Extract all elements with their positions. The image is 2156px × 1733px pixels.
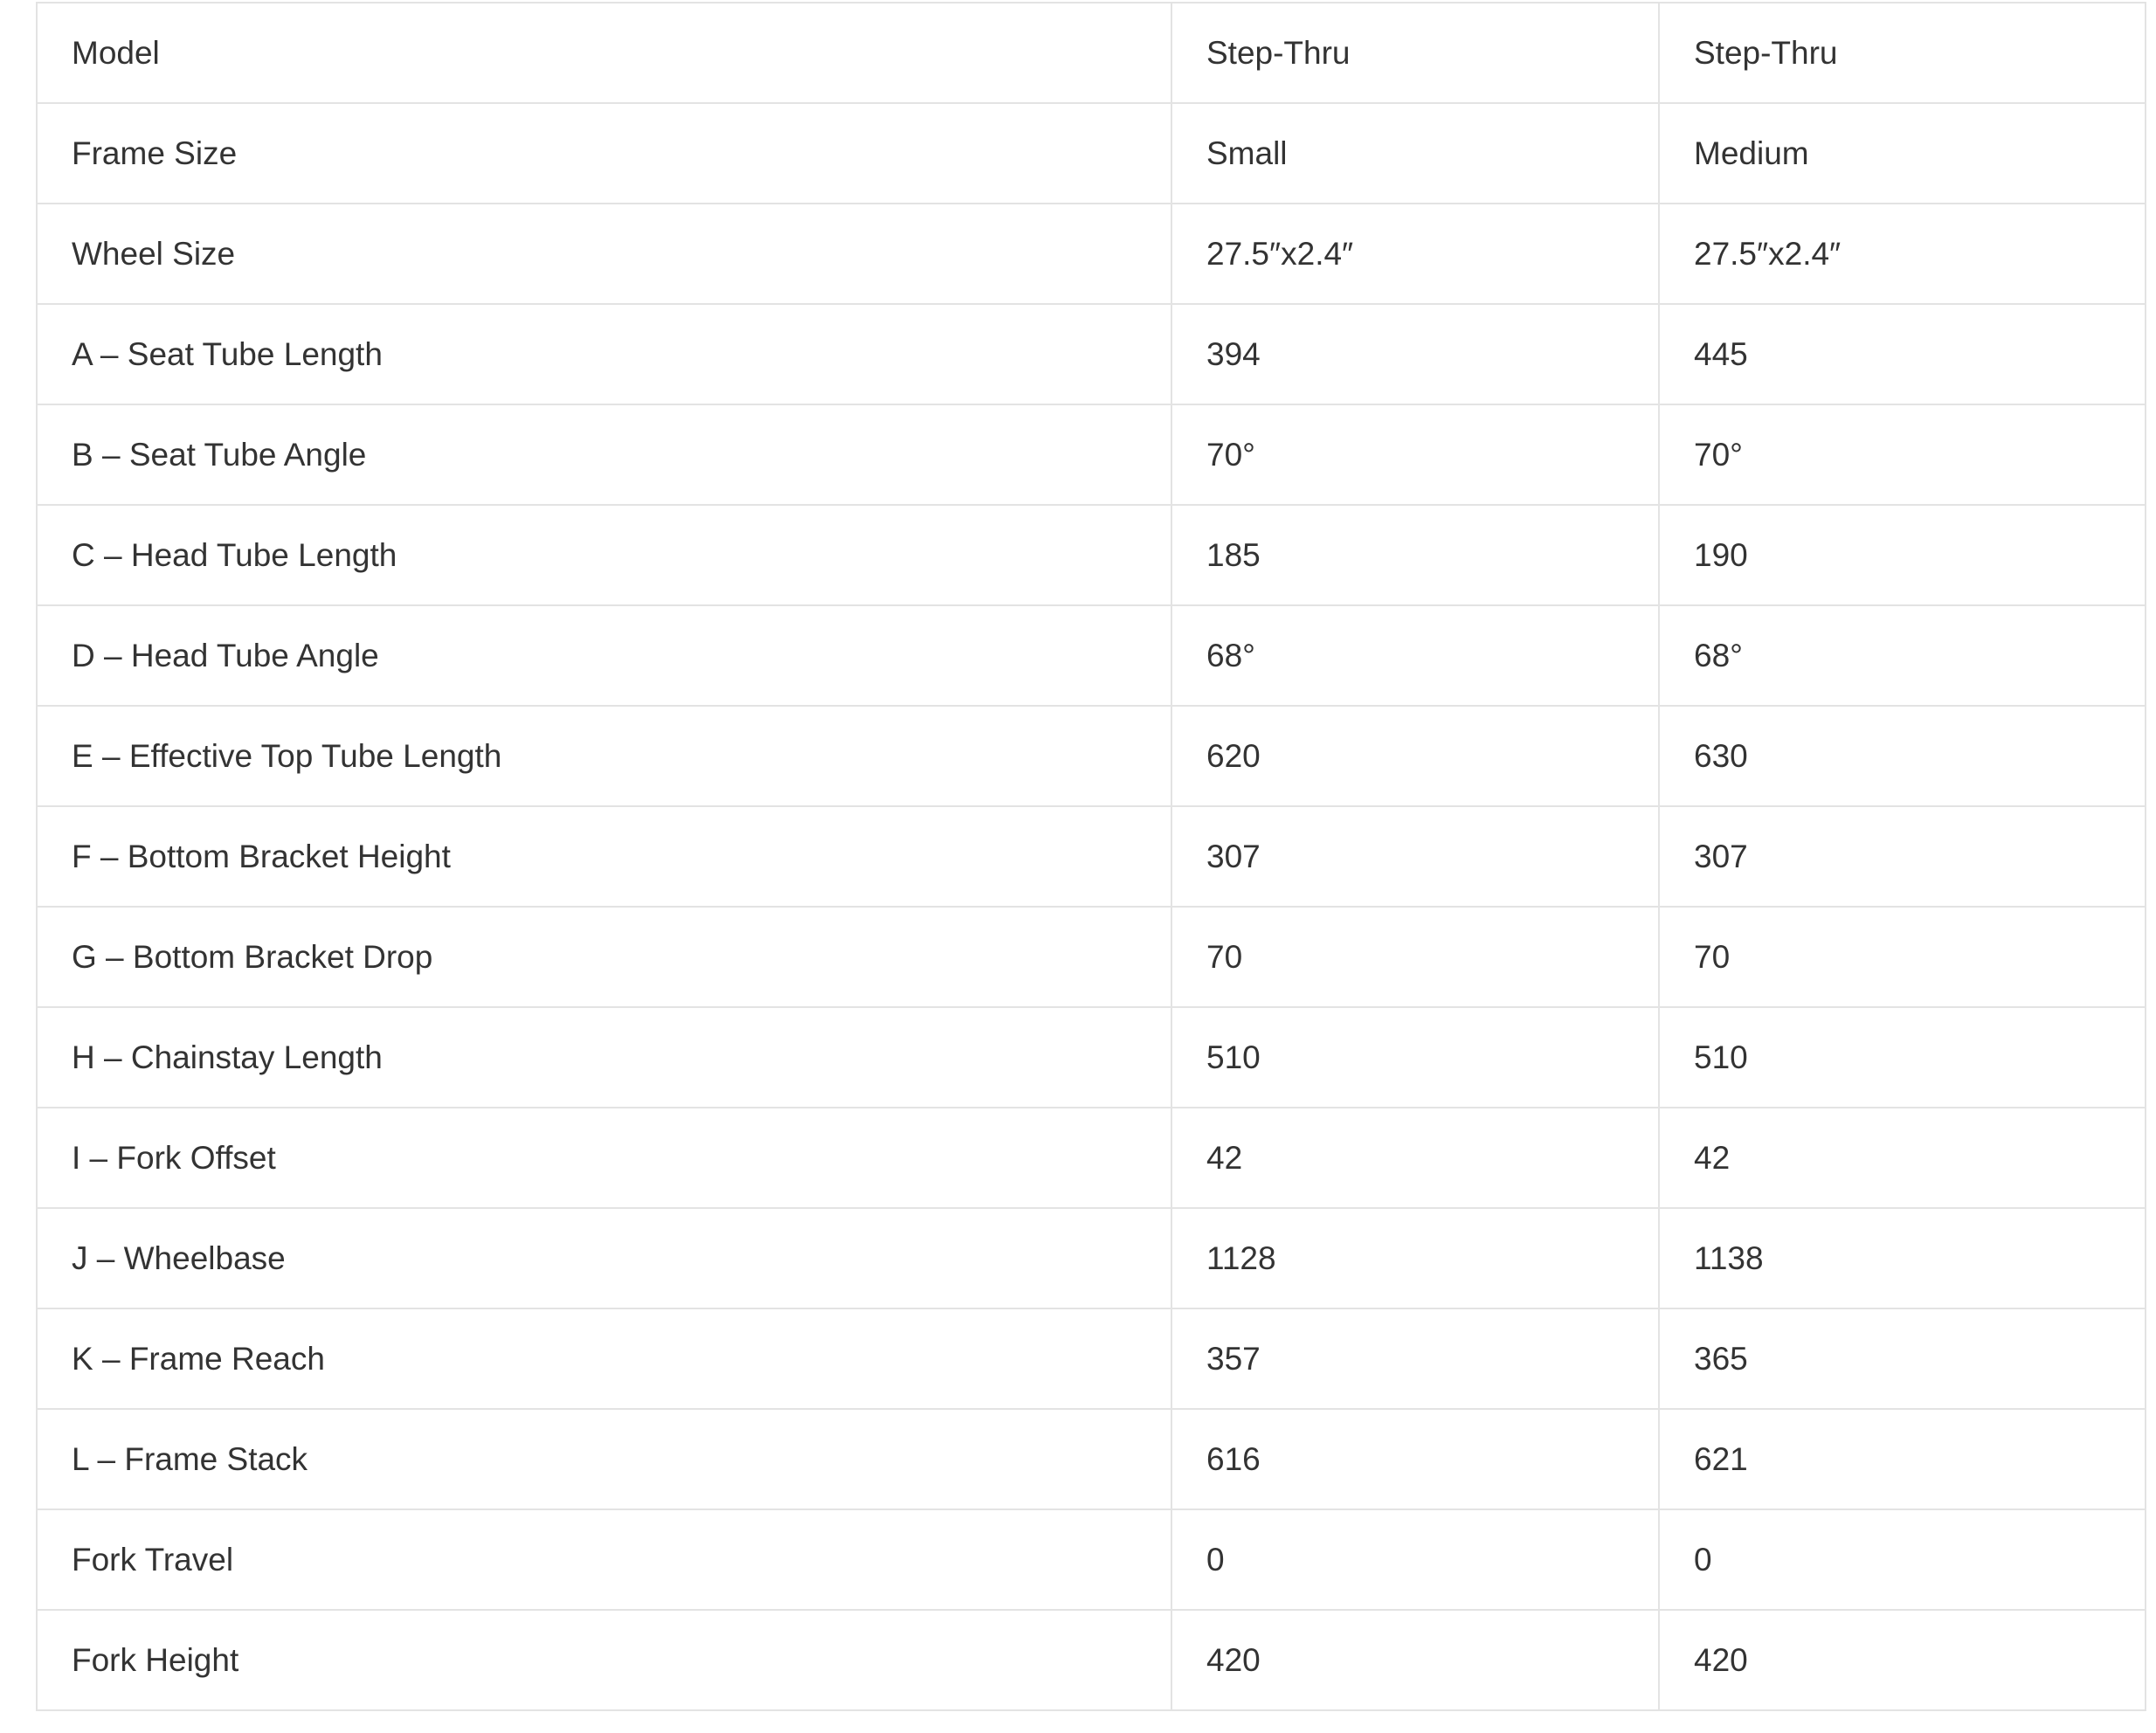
row-label: D – Head Tube Angle bbox=[37, 605, 1171, 706]
row-label: Wheel Size bbox=[37, 204, 1171, 304]
row-label: J – Wheelbase bbox=[37, 1208, 1171, 1308]
table-row bbox=[37, 907, 2146, 1007]
table-row bbox=[37, 605, 2146, 706]
cell-value: 70° bbox=[1171, 404, 1659, 505]
cell-value: 1128 bbox=[1171, 1208, 1659, 1308]
table-row bbox=[37, 3, 2146, 103]
row-label: E – Effective Top Tube Length bbox=[37, 706, 1171, 806]
table-row bbox=[37, 505, 2146, 605]
cell-value: 420 bbox=[1659, 1610, 2146, 1710]
cell-value: 365 bbox=[1659, 1308, 2146, 1409]
table-row bbox=[37, 204, 2146, 304]
table-row bbox=[37, 1409, 2146, 1509]
table-row bbox=[37, 1610, 2146, 1710]
table-row bbox=[37, 103, 2146, 204]
table-row bbox=[37, 1509, 2146, 1610]
table-row bbox=[37, 706, 2146, 806]
row-label: B – Seat Tube Angle bbox=[37, 404, 1171, 505]
cell-value: Medium bbox=[1659, 103, 2146, 204]
row-label: Frame Size bbox=[37, 103, 1171, 204]
cell-value: 510 bbox=[1659, 1007, 2146, 1108]
table-row bbox=[37, 1007, 2146, 1108]
row-label: C – Head Tube Length bbox=[37, 505, 1171, 605]
geometry-table bbox=[36, 2, 2146, 1711]
row-label: F – Bottom Bracket Height bbox=[37, 806, 1171, 907]
row-label: G – Bottom Bracket Drop bbox=[37, 907, 1171, 1007]
cell-value: 621 bbox=[1659, 1409, 2146, 1509]
table-row bbox=[37, 304, 2146, 404]
cell-value: 70° bbox=[1659, 404, 2146, 505]
geometry-table-container bbox=[36, 2, 2145, 1711]
row-label: Model bbox=[37, 3, 1171, 103]
table-row bbox=[37, 404, 2146, 505]
cell-value: 510 bbox=[1171, 1007, 1659, 1108]
cell-value: 185 bbox=[1171, 505, 1659, 605]
cell-value: 357 bbox=[1171, 1308, 1659, 1409]
cell-value: Step-Thru bbox=[1171, 3, 1659, 103]
cell-value: Step-Thru bbox=[1659, 3, 2146, 103]
row-label: A – Seat Tube Length bbox=[37, 304, 1171, 404]
table-row bbox=[37, 1208, 2146, 1308]
cell-value: 190 bbox=[1659, 505, 2146, 605]
row-label: H – Chainstay Length bbox=[37, 1007, 1171, 1108]
cell-value: 445 bbox=[1659, 304, 2146, 404]
cell-value: 630 bbox=[1659, 706, 2146, 806]
cell-value: 616 bbox=[1171, 1409, 1659, 1509]
cell-value: 0 bbox=[1659, 1509, 2146, 1610]
cell-value: 68° bbox=[1659, 605, 2146, 706]
cell-value: 70 bbox=[1171, 907, 1659, 1007]
cell-value: 394 bbox=[1171, 304, 1659, 404]
cell-value: 307 bbox=[1659, 806, 2146, 907]
table-row bbox=[37, 1308, 2146, 1409]
cell-value: 620 bbox=[1171, 706, 1659, 806]
table-row bbox=[37, 806, 2146, 907]
row-label: I – Fork Offset bbox=[37, 1108, 1171, 1208]
row-label: L – Frame Stack bbox=[37, 1409, 1171, 1509]
cell-value: 1138 bbox=[1659, 1208, 2146, 1308]
cell-value: 68° bbox=[1171, 605, 1659, 706]
cell-value: 0 bbox=[1171, 1509, 1659, 1610]
cell-value: 42 bbox=[1659, 1108, 2146, 1208]
cell-value: 307 bbox=[1171, 806, 1659, 907]
row-label: Fork Height bbox=[37, 1610, 1171, 1710]
cell-value: 420 bbox=[1171, 1610, 1659, 1710]
cell-value: 27.5″x2.4″ bbox=[1659, 204, 2146, 304]
cell-value: 70 bbox=[1659, 907, 2146, 1007]
cell-value: Small bbox=[1171, 103, 1659, 204]
cell-value: 42 bbox=[1171, 1108, 1659, 1208]
row-label: K – Frame Reach bbox=[37, 1308, 1171, 1409]
row-label: Fork Travel bbox=[37, 1509, 1171, 1610]
table-row bbox=[37, 1108, 2146, 1208]
cell-value: 27.5″x2.4″ bbox=[1171, 204, 1659, 304]
